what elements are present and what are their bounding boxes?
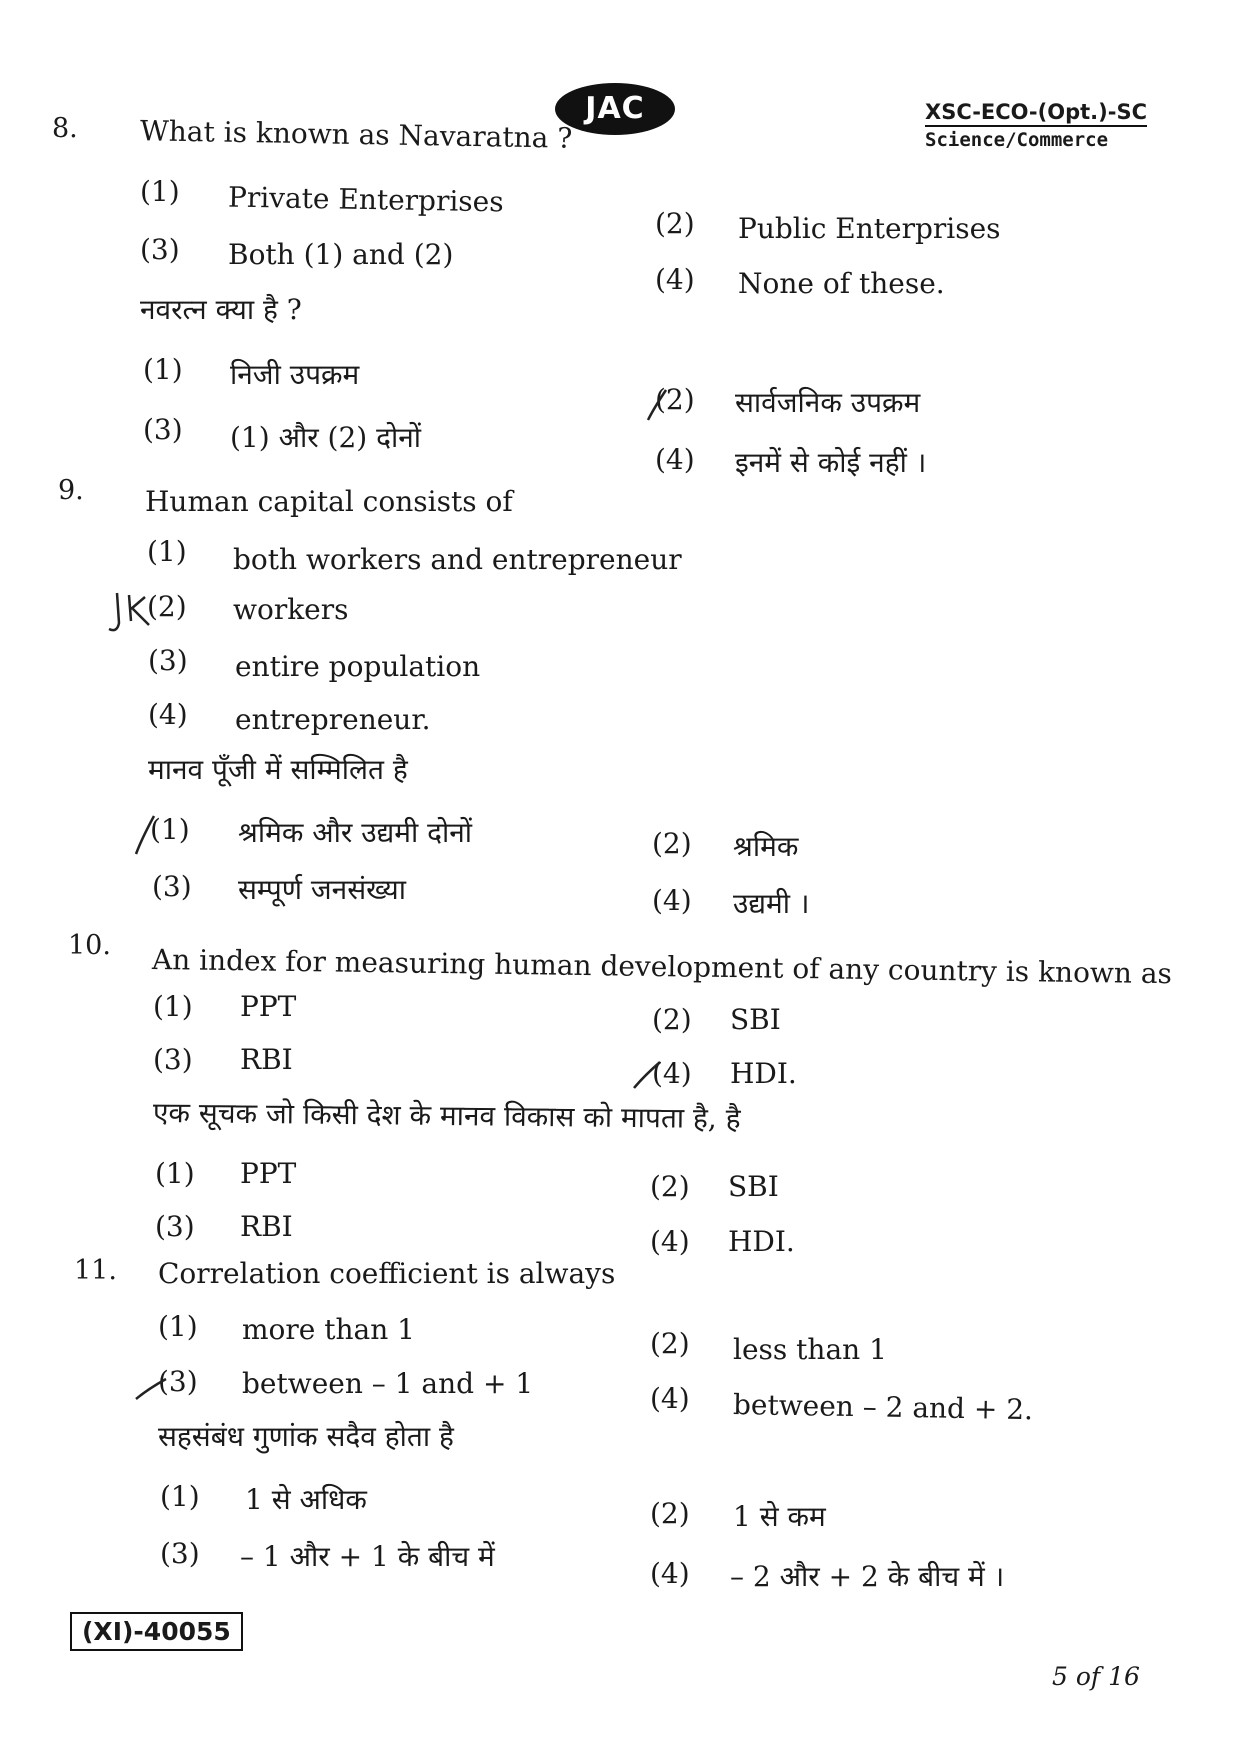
option-number: (3) <box>158 1365 198 1398</box>
answer-tick-mark <box>630 1052 680 1092</box>
question-number: 8. <box>52 113 78 144</box>
subject-code-line: XSC-ECO-(Opt.)-SC <box>925 100 1147 127</box>
question-number: 9. <box>58 475 84 506</box>
question-text: An index for measuring human development of any country is known as <box>151 943 1173 991</box>
question-text-hindi: नवरत्न क्या है ? <box>140 293 302 326</box>
option-number: (1) <box>160 1480 200 1513</box>
option-text: 1 से अधिक <box>245 1483 367 1516</box>
paper-code: (XI)-40055 <box>70 1612 243 1651</box>
answer-tick-mark <box>132 1365 182 1405</box>
option-text: more than 1 <box>242 1313 415 1346</box>
option-number: (2) <box>655 383 695 416</box>
option-number: (3) <box>152 870 192 903</box>
option-number: (3) <box>148 644 188 677</box>
option-text: श्रमिक और उद्यमी दोनों <box>238 816 473 849</box>
option-text: सम्पूर्ण जनसंख्या <box>238 873 407 906</box>
page-number: 5 of 16 <box>1052 1662 1140 1691</box>
option-number: (1) <box>147 535 187 568</box>
question-text-hindi: सहसंबंध गुणांक सदैव होता है <box>158 1420 454 1453</box>
option-number: (1) <box>143 353 183 386</box>
option-text: – 2 और + 2 के बीच में । <box>730 1560 1005 1593</box>
option-number: (2) <box>650 1170 690 1203</box>
option-number: (3) <box>143 413 183 446</box>
option-text: entire population <box>235 650 481 683</box>
handwritten-initials-mark <box>105 585 165 645</box>
option-number: (4) <box>652 884 692 917</box>
option-text: between – 2 and + 2. <box>732 1388 1034 1427</box>
option-number: (1) <box>158 1310 198 1343</box>
question-number: 11. <box>74 1255 117 1286</box>
option-number: (2) <box>652 827 692 860</box>
option-number: (4) <box>655 263 695 296</box>
option-text: Public Enterprises <box>738 212 1001 245</box>
option-text: 1 से कम <box>733 1500 826 1533</box>
answer-tick-mark <box>132 808 172 858</box>
stream-label: Science/Commerce <box>925 129 1109 151</box>
option-text: SBI <box>730 1003 781 1036</box>
option-number: (4) <box>650 1225 690 1258</box>
option-text: entrepreneur. <box>235 703 431 736</box>
option-number: (2) <box>650 1497 690 1530</box>
option-text: between – 1 and + 1 <box>242 1367 534 1400</box>
option-number: (2) <box>655 207 695 240</box>
option-text: PPT <box>240 990 297 1023</box>
subject-code <box>925 100 1147 151</box>
option-number: (2) <box>650 1327 690 1360</box>
option-text: निजी उपक्रम <box>230 358 360 391</box>
option-text: SBI <box>728 1170 779 1203</box>
option-text: श्रमिक <box>733 830 799 863</box>
option-number: (4) <box>148 698 188 731</box>
option-text: सार्वजनिक उपक्रम <box>735 386 921 419</box>
option-number: (3) <box>160 1537 200 1570</box>
option-number: (3) <box>153 1043 193 1076</box>
option-text: – 1 और + 1 के बीच में <box>240 1540 495 1573</box>
option-number: (1) <box>140 175 180 208</box>
option-number: (1) <box>155 1157 195 1190</box>
jac-logo: JAC <box>555 83 675 135</box>
question-number: 10. <box>68 930 111 961</box>
option-text: RBI <box>240 1043 293 1076</box>
option-text: PPT <box>240 1157 297 1190</box>
option-text: None of these. <box>738 267 945 300</box>
option-number: (4) <box>652 1057 692 1090</box>
option-number: (4) <box>650 1557 690 1590</box>
option-text: इनमें से कोई नहीं । <box>735 446 927 479</box>
option-number: (4) <box>650 1382 690 1415</box>
option-number: (2) <box>147 590 187 623</box>
answer-tick-mark <box>640 378 690 428</box>
option-text: HDI. <box>728 1225 795 1258</box>
option-text: उद्यमी । <box>733 887 810 920</box>
option-number: (3) <box>155 1210 195 1243</box>
option-number: (4) <box>655 443 695 476</box>
question-text-hindi: एक सूचक जो किसी देश के मानव विकास को मापता है, है <box>152 1096 741 1136</box>
option-text: workers <box>233 593 349 626</box>
option-number: (2) <box>652 1003 692 1036</box>
option-number: (1) <box>153 990 193 1023</box>
option-number: (1) <box>150 813 190 846</box>
question-text: Correlation coefficient is always <box>158 1257 616 1290</box>
option-text: HDI. <box>730 1057 797 1090</box>
question-text: Human capital consists of <box>145 485 513 518</box>
option-text: Both (1) and (2) <box>228 238 454 271</box>
option-text: both workers and entrepreneur <box>233 543 682 576</box>
question-text: What is known as Navaratna ? <box>139 114 573 155</box>
option-text: Private Enterprises <box>227 180 504 219</box>
question-text-hindi: मानव पूँजी में सम्मिलित है <box>148 753 408 786</box>
option-text: RBI <box>240 1210 293 1243</box>
option-number: (3) <box>140 233 180 266</box>
option-text: less than 1 <box>733 1333 887 1366</box>
option-text: (1) और (2) दोनों <box>230 421 422 454</box>
